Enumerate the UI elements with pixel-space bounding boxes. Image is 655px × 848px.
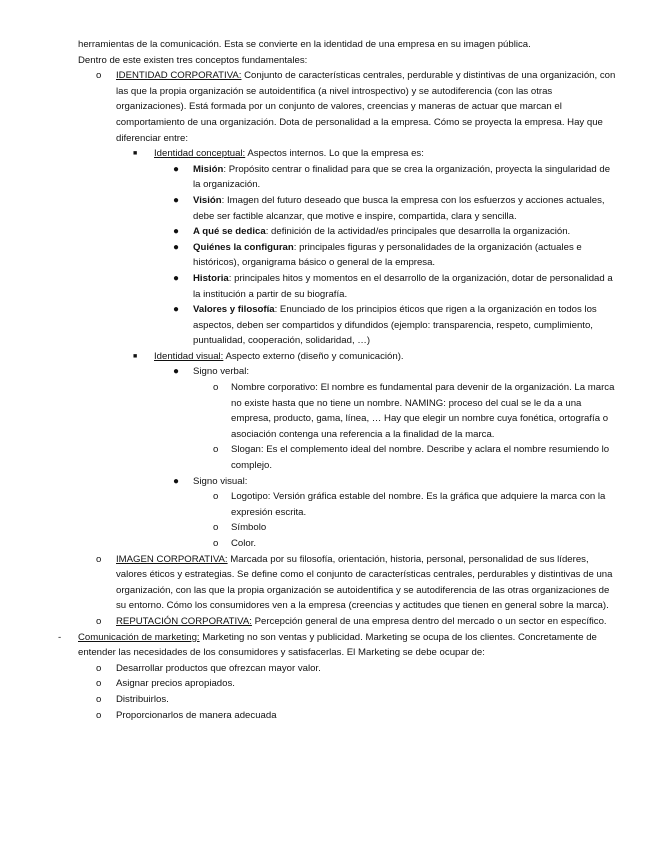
circle-bullet-icon: o — [96, 709, 102, 721]
item-label: Quiénes la configuran — [193, 241, 294, 253]
item-text: Proporcionarlos de manera adecuada — [116, 709, 277, 721]
imagen-corporativa-text: Marcada por su filosofía, orientación, historia, personal, personalidad de sus líderes, valores éticos y estrategias. Se define como el conjunto de características centrales, perdurables y distintivas de una organización, con las que la propia organización se autoidentifica y se autodiferencia de las otras organizaciones de su entorno. Cómo los consumidores ven a la empresa (creencias y actitudes que tienen en general sobre la marca). — [116, 553, 613, 612]
signo-verbal-label: Signo verbal: — [193, 366, 249, 378]
dot-bullet-icon: ● — [173, 194, 180, 206]
identidad-corporativa-item — [0, 68, 616, 146]
list-item — [0, 489, 617, 520]
item-text: Slogan: Es el complemento ideal del nombre. Describe y aclara el nombre resumiendo lo complejo. — [231, 444, 610, 472]
item-text: Distribuirlos. — [116, 693, 169, 705]
item-label: Misión — [193, 163, 224, 175]
list-item — [0, 302, 617, 349]
list-item — [0, 193, 617, 224]
circle-bullet-icon: o — [96, 678, 102, 690]
dot-bullet-icon: ● — [173, 366, 180, 378]
signo-visual-item — [0, 474, 617, 490]
square-bullet-icon: ■ — [133, 352, 138, 360]
list-item — [0, 224, 617, 240]
circle-bullet-icon: o — [96, 662, 102, 674]
item-text: Nombre corporativo: El nombre es fundamental para devenir de la organización. La marca no existe hasta que no tiene un nombre. NAMING: proceso del cual se le da a una empresa, producto, gama, línea, … Hay que elegir un nombre cuya fonética, ortografía o asociación contenga una referencia a la finalidad de la marca. — [231, 382, 615, 440]
reputacion-corporativa-text: Percepción general de una empresa dentro del mercado o un sector en específico. — [251, 615, 607, 627]
signo-verbal-item — [0, 364, 617, 380]
reputacion-corporativa-heading: REPUTACIÓN CORPORATIVA: — [116, 615, 252, 627]
list-item — [0, 162, 617, 193]
item-label: A qué se dedica — [193, 226, 266, 238]
marketing-heading: Comunicación de marketing: — [78, 631, 200, 643]
identidad-corporativa-heading: IDENTIDAD CORPORATIVA: — [116, 70, 242, 82]
item-text: : definición de la actividad/es principales que desarrolla la organización. — [265, 226, 571, 238]
identidad-conceptual-item — [0, 146, 614, 162]
imagen-corporativa-heading: IMAGEN CORPORATIVA: — [116, 553, 228, 565]
list-item — [0, 692, 616, 708]
reputacion-corporativa-item — [0, 614, 616, 630]
item-text: : Imagen del futuro deseado que busca la empresa con los esfuerzos y acciones actuales, debe ser factible alcanzar, que motive e inspire, compartida, clara y sencilla. — [193, 194, 605, 222]
item-label: Valores y filosofía — [193, 304, 275, 316]
dot-bullet-icon: ● — [173, 475, 180, 487]
marketing-item — [0, 630, 608, 661]
item-text: : Propósito centrar o finalidad para que se crea la organización, proyecta la singularidad de la organización. — [193, 163, 611, 191]
circle-bullet-icon: o — [213, 382, 219, 394]
list-item — [0, 661, 616, 677]
item-label: Visión — [193, 194, 222, 206]
dot-bullet-icon: ● — [173, 304, 180, 316]
list-item — [0, 536, 617, 552]
item-text: Color. — [231, 538, 257, 549]
list-item — [0, 442, 617, 473]
item-text: : Enunciado de los principios éticos que rigen a la organización en todos los aspectos, deben ser compartidos y difundidos (ejemplo: transparencia, respeto, cumplimiento, puntualidad, cooperación, solidaridad, …) — [193, 304, 597, 347]
list-item — [0, 240, 617, 271]
dash-bullet-icon: - — [58, 631, 62, 643]
identidad-visual-text: Aspecto externo (diseño y comunicación). — [223, 350, 404, 362]
identidad-corporativa-text: Conjunto de características centrales, perdurable y distintivas de una organización, con las que la propia organización se autoidentifica (a nivel introspectivo) y se autodiferencia (con las otras organizaciones). Está formada por un conjunto de valores, creencias y maneras de actuar que marcan el comportamiento de una organización. Dota de personalidad a la empresa. Cómo se proyecta la empresa. Hay que diferenciar entre: — [116, 70, 616, 144]
dot-bullet-icon: ● — [173, 272, 180, 284]
list-item — [0, 520, 617, 536]
dot-bullet-icon: ● — [173, 163, 180, 175]
item-text: : principales hitos y momentos en el desarrollo de la organización, dotar de personalidad a la institución a partir de su biografía. — [193, 272, 613, 300]
item-text: Asignar precios apropiados. — [116, 678, 235, 690]
signo-visual-label: Signo visual: — [193, 475, 248, 487]
marketing-text: Marketing no son ventas y publicidad. Marketing se ocupa de los clientes. Concretamente de entender las necesidades de los consumidores y satisfacerlas. El Marketing se debe ocupar de: — [78, 631, 597, 659]
imagen-corporativa-item — [0, 552, 616, 614]
list-item — [0, 271, 617, 302]
intro-line-1: herramientas de la comunicación. Esta se convierte en la identidad de una empresa en su imagen pública. — [78, 39, 531, 50]
circle-bullet-icon: o — [96, 615, 102, 627]
circle-bullet-icon: o — [96, 693, 102, 705]
item-text: Logotipo: Versión gráfica estable del nombre. Es la gráfica que adquiere la marca con la expresión escrita. — [231, 491, 606, 518]
identidad-visual-heading: Identidad visual: — [154, 350, 224, 362]
circle-bullet-icon: o — [213, 538, 219, 549]
list-item — [0, 676, 616, 692]
item-label: Historia — [193, 272, 229, 284]
circle-bullet-icon: o — [213, 491, 219, 503]
dot-bullet-icon: ● — [173, 226, 180, 238]
square-bullet-icon: ■ — [133, 150, 138, 158]
circle-bullet-icon: o — [213, 444, 219, 456]
list-item — [0, 708, 616, 724]
identidad-visual-item — [0, 349, 614, 365]
circle-bullet-icon: o — [213, 522, 219, 534]
identidad-conceptual-text: Aspectos internos. Lo que la empresa es: — [245, 148, 424, 160]
dot-bullet-icon: ● — [173, 241, 180, 253]
item-text: : principales figuras y personalidades de la organización (actuales e históricos), organigrama básico o general de la empresa. — [193, 241, 582, 269]
document-page — [0, 37, 655, 723]
identidad-conceptual-heading: Identidad conceptual: — [154, 148, 246, 160]
item-text: Símbolo — [231, 522, 267, 534]
circle-bullet-icon: o — [96, 70, 102, 82]
item-text: Desarrollar productos que ofrezcan mayor valor. — [116, 662, 321, 674]
circle-bullet-icon: o — [96, 553, 102, 565]
intro-line-2: Dentro de este existen tres conceptos fundamentales: — [78, 54, 308, 66]
list-item — [0, 380, 617, 442]
